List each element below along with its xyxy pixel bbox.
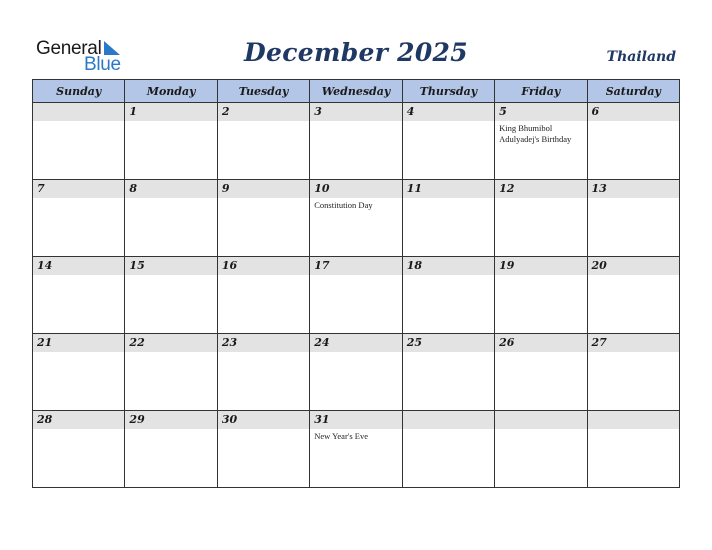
holiday-event: King Bhumibol Adulyadej's Birthday <box>499 123 572 144</box>
day-number: 15 <box>125 257 216 275</box>
day-cell <box>402 103 494 180</box>
day-cell <box>33 180 125 257</box>
day-number: 12 <box>495 180 586 198</box>
day-number: 20 <box>588 257 679 275</box>
day-number: 23 <box>218 334 309 352</box>
holiday-event: Constitution Day <box>314 200 373 210</box>
day-cell <box>310 334 402 411</box>
day-cell <box>33 103 125 180</box>
day-cell <box>402 257 494 334</box>
weekday-header-row <box>33 80 680 103</box>
day-cell <box>33 334 125 411</box>
day-number: 2 <box>218 103 309 121</box>
holiday-event <box>588 121 679 123</box>
holiday-event <box>403 121 494 123</box>
day-cell <box>495 257 587 334</box>
week-row <box>33 334 680 411</box>
day-number: 13 <box>588 180 679 198</box>
day-number: 14 <box>33 257 124 275</box>
holiday-event <box>33 352 124 354</box>
day-number: 8 <box>125 180 216 198</box>
holiday-event <box>588 429 679 431</box>
holiday-event <box>218 121 309 123</box>
holiday-event <box>218 352 309 354</box>
holiday-event <box>310 352 401 354</box>
holiday-event <box>403 275 494 277</box>
holiday-event <box>125 352 216 354</box>
holiday-event <box>125 198 216 200</box>
day-number <box>588 411 679 429</box>
holiday-event <box>403 198 494 200</box>
day-number: 28 <box>33 411 124 429</box>
day-cell <box>217 411 309 488</box>
week-row <box>33 257 680 334</box>
day-number: 5 <box>495 103 586 121</box>
holiday-event <box>218 198 309 200</box>
weekday-header: Thursday <box>402 80 494 103</box>
day-cell <box>310 103 402 180</box>
day-number: 7 <box>33 180 124 198</box>
day-cell <box>125 257 217 334</box>
weekday-header: Friday <box>495 80 587 103</box>
day-number: 9 <box>218 180 309 198</box>
holiday-event <box>125 429 216 431</box>
day-cell <box>310 257 402 334</box>
day-number: 29 <box>125 411 216 429</box>
day-number: 31 <box>310 411 401 429</box>
day-number <box>403 411 494 429</box>
holiday-event <box>588 275 679 277</box>
day-number: 10 <box>310 180 401 198</box>
holiday-event <box>33 121 124 123</box>
holiday-event <box>588 352 679 354</box>
day-cell <box>125 180 217 257</box>
day-cell <box>125 103 217 180</box>
holiday-event <box>403 429 494 431</box>
weekday-header: Wednesday <box>310 80 402 103</box>
day-cell <box>125 334 217 411</box>
day-cell <box>217 180 309 257</box>
logo-text-blue: Blue <box>84 54 121 75</box>
day-cell <box>310 411 402 488</box>
holiday-event: New Year's Eve <box>314 431 368 441</box>
holiday-event <box>33 198 124 200</box>
holiday-event <box>218 429 309 431</box>
calendar-grid <box>32 79 680 488</box>
day-cell <box>33 411 125 488</box>
holiday-event <box>588 198 679 200</box>
day-cell <box>310 180 402 257</box>
country-label: Thailand <box>606 49 676 65</box>
holiday-event <box>33 429 124 431</box>
holiday-event <box>310 275 401 277</box>
day-number: 24 <box>310 334 401 352</box>
holiday-event <box>495 198 586 200</box>
day-number: 25 <box>403 334 494 352</box>
week-row <box>33 411 680 488</box>
day-cell <box>587 257 679 334</box>
day-cell <box>217 103 309 180</box>
holiday-event <box>495 352 586 354</box>
day-number: 4 <box>403 103 494 121</box>
day-number: 22 <box>125 334 216 352</box>
day-cell <box>217 257 309 334</box>
day-cell <box>402 411 494 488</box>
holiday-event <box>495 429 586 431</box>
holiday-event <box>33 275 124 277</box>
day-number: 11 <box>403 180 494 198</box>
weekday-header: Saturday <box>587 80 679 103</box>
holiday-event <box>403 352 494 354</box>
day-cell <box>587 103 679 180</box>
day-cell <box>495 103 587 180</box>
day-number <box>495 411 586 429</box>
weekday-header: Monday <box>125 80 217 103</box>
day-number: 30 <box>218 411 309 429</box>
day-number: 26 <box>495 334 586 352</box>
holiday-event <box>125 275 216 277</box>
day-cell <box>495 411 587 488</box>
day-cell <box>495 180 587 257</box>
holiday-event <box>310 121 401 123</box>
day-number: 27 <box>588 334 679 352</box>
day-cell <box>587 180 679 257</box>
day-cell <box>402 334 494 411</box>
day-cell <box>402 180 494 257</box>
week-row <box>33 103 680 180</box>
day-cell <box>217 334 309 411</box>
day-number: 16 <box>218 257 309 275</box>
day-number: 6 <box>588 103 679 121</box>
holiday-event <box>495 275 586 277</box>
day-number: 18 <box>403 257 494 275</box>
week-row <box>33 180 680 257</box>
day-number: 1 <box>125 103 216 121</box>
day-cell <box>495 334 587 411</box>
day-number: 17 <box>310 257 401 275</box>
weekday-header: Sunday <box>33 80 125 103</box>
day-number: 3 <box>310 103 401 121</box>
day-number <box>33 103 124 121</box>
calendar-title: December 2025 <box>244 38 468 67</box>
day-number: 19 <box>495 257 586 275</box>
day-cell <box>587 411 679 488</box>
weekday-header: Tuesday <box>217 80 309 103</box>
day-number: 21 <box>33 334 124 352</box>
day-cell <box>125 411 217 488</box>
logo-text-general: General <box>36 38 102 59</box>
day-cell <box>33 257 125 334</box>
day-cell <box>587 334 679 411</box>
holiday-event <box>218 275 309 277</box>
holiday-event <box>125 121 216 123</box>
